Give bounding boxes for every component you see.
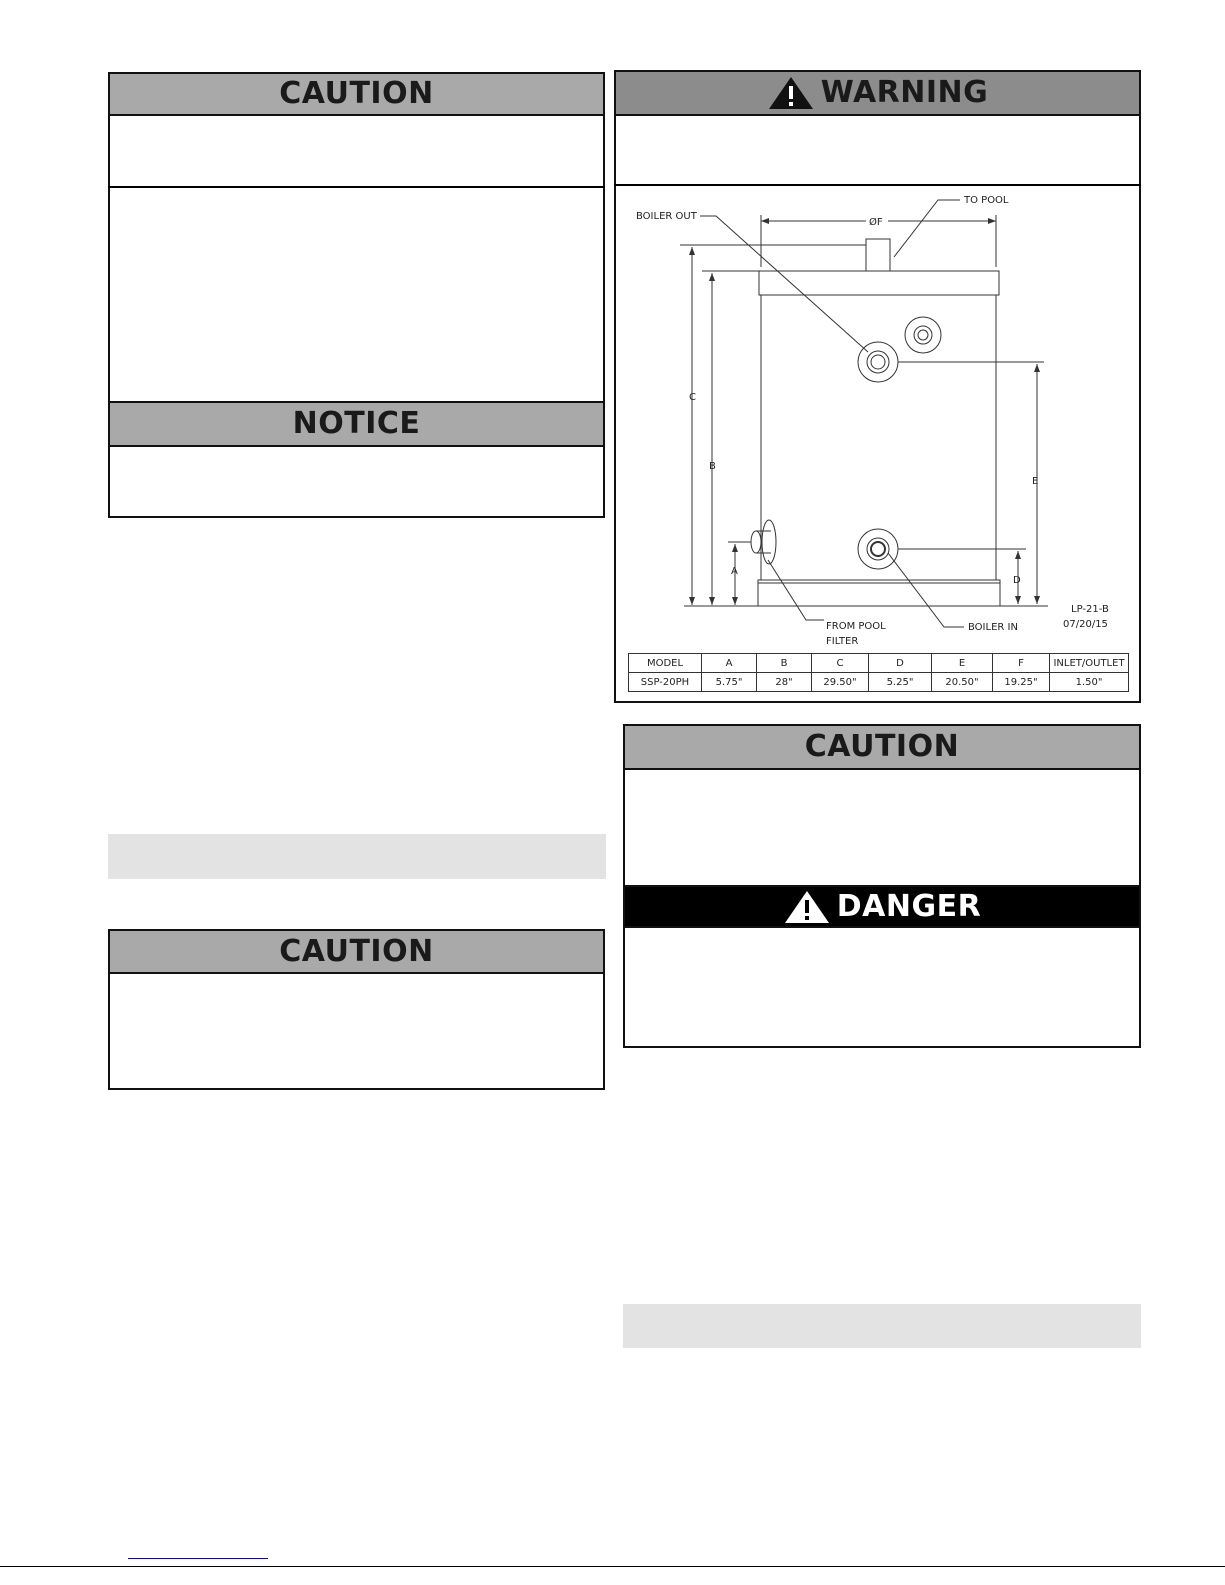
- spec-cell: 20.50": [932, 673, 993, 692]
- spec-table-header-row: [629, 654, 1129, 673]
- spec-table: [628, 653, 1129, 692]
- caution-header-2: [108, 929, 605, 974]
- spec-header-cell: D: [869, 654, 932, 673]
- label-to-pool: TO POOL: [964, 195, 1009, 206]
- label-dia-f: ØF: [869, 217, 883, 228]
- spec-header-cell: A: [702, 654, 757, 673]
- spec-header-cell: B: [757, 654, 812, 673]
- warning-header: [614, 70, 1141, 116]
- tank-dimension-drawing: [616, 187, 1139, 647]
- danger-label: DANGER: [836, 888, 982, 924]
- spec-cell: 5.75": [702, 673, 757, 692]
- section-band-left: [108, 834, 606, 879]
- notice-label: NOTICE: [292, 406, 421, 441]
- label-filter: FILTER: [826, 636, 859, 647]
- label-boiler-out: BOILER OUT: [636, 211, 697, 222]
- label-b: B: [709, 461, 716, 472]
- label-e: E: [1032, 476, 1039, 487]
- warning-triangle-icon: [767, 75, 815, 111]
- caution-header-1: [108, 72, 605, 116]
- caution-box-1: [108, 72, 605, 518]
- caution-label-right: CAUTION: [804, 729, 960, 764]
- spec-header-cell: E: [932, 654, 993, 673]
- spec-header-cell: MODEL: [629, 654, 702, 673]
- danger-header: [623, 885, 1141, 928]
- label-boiler-in: BOILER IN: [968, 622, 1018, 633]
- warning-label: WARNING: [820, 75, 989, 110]
- caution-header-right: [623, 724, 1141, 770]
- notice-header: [108, 401, 605, 447]
- label-d: D: [1013, 575, 1021, 586]
- spec-cell: 29.50": [812, 673, 869, 692]
- table-row: [629, 673, 1129, 692]
- footer-rule: [0, 1566, 1225, 1567]
- caution-label-2: CAUTION: [279, 933, 434, 969]
- section-band-right: [623, 1304, 1141, 1348]
- caution-label-1: CAUTION: [279, 76, 434, 111]
- spec-header-cell: INLET/OUTLET: [1050, 654, 1129, 673]
- spec-cell: SSP-20PH: [629, 673, 702, 692]
- spec-cell: 19.25": [993, 673, 1050, 692]
- spec-cell: 1.50": [1050, 673, 1129, 692]
- label-a: A: [731, 566, 738, 577]
- spec-header-cell: F: [993, 654, 1050, 673]
- caution-divider: [108, 186, 605, 188]
- spec-header-cell: C: [812, 654, 869, 673]
- danger-triangle-icon: [783, 889, 831, 925]
- footer-link-underline: [128, 1558, 268, 1559]
- label-doc-date: 07/20/15: [1063, 619, 1108, 630]
- label-doc-code: LP-21-B: [1071, 604, 1109, 615]
- spec-cell: 28": [757, 673, 812, 692]
- label-from-pool: FROM POOL: [826, 621, 886, 632]
- spec-cell: 5.25": [869, 673, 932, 692]
- label-c: C: [689, 392, 696, 403]
- warning-divider: [614, 184, 1141, 186]
